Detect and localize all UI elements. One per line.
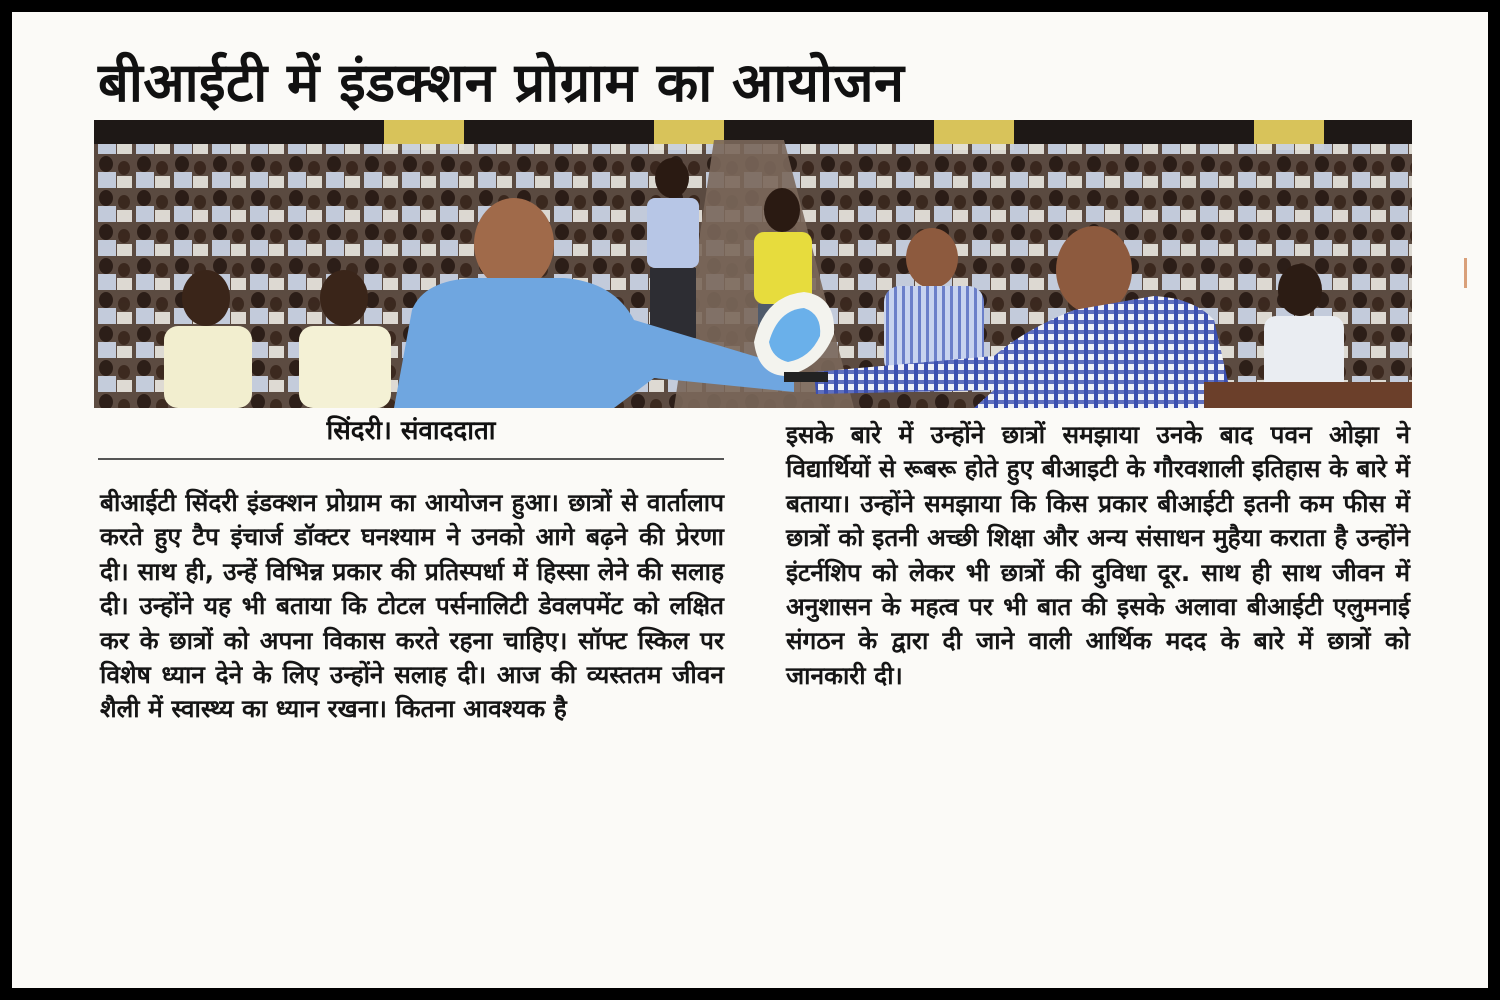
scan-edge-mark xyxy=(1464,258,1467,288)
article-body-column-right: इसके बारे में उन्होंने छात्रों समझाया उनके बाद पवन ओझा ने विद्यार्थियों से रूबरू होते हुए बीआइटी के गौरवशाली इतिहास के बारे में बताया। उन्होंने समझाया कि किस प्रकार बीआईटी इतनी कम फीस में छात्रों को इतनी अच्छी शिक्षा और अन्य संसाधन मुहैया कराता है उन्होंने इंटर्नशिप को लेकर भी छात्रों की दुविधा दूर. साथ ही साथ जीवन में अनुशासन के महत्व पर भी बात की इसके अलावा बीआईटी एलुमनाई संगठन के द्वारा दी जाने वाली आर्थिक मदद के बारे में छात्रों को जानकारी दी। xyxy=(786,420,1410,690)
event-photo xyxy=(94,120,1412,408)
newspaper-clipping xyxy=(12,12,1488,988)
article-headline: बीआईटी में इंडक्शन प्रोग्राम का आयोजन xyxy=(98,51,905,114)
article-dateline: सिंदरी। संवाददाता xyxy=(326,416,496,446)
article-body-column-left: बीआईटी सिंदरी इंडक्शन प्रोग्राम का आयोजन हुआ। छात्रों से वार्तालाप करते हुए टैप इंचार्ज डॉक्टर घनश्याम ने उनको आगे बढ़ने की प्रेरणा दी। साथ ही, उन्हें विभिन्न प्रकार की प्रतिस्पर्धा में हिस्सा लेने की सलाह दी। उन्होंने यह भी बताया कि टोटल पर्सनालिटी डेवलपमेंट को लक्षित कर के छात्रों को अपना विकास करते रहना चाहिए। सॉफ्ट स्किल पर विशेष ध्यान देने के लिए उन्होंने सलाह दी। आज की व्यस्ततम जीवन शैली में स्वास्थ्य का ध्यान रखना। कितना आवश्यक है xyxy=(100,488,724,724)
dateline-divider xyxy=(98,458,724,460)
